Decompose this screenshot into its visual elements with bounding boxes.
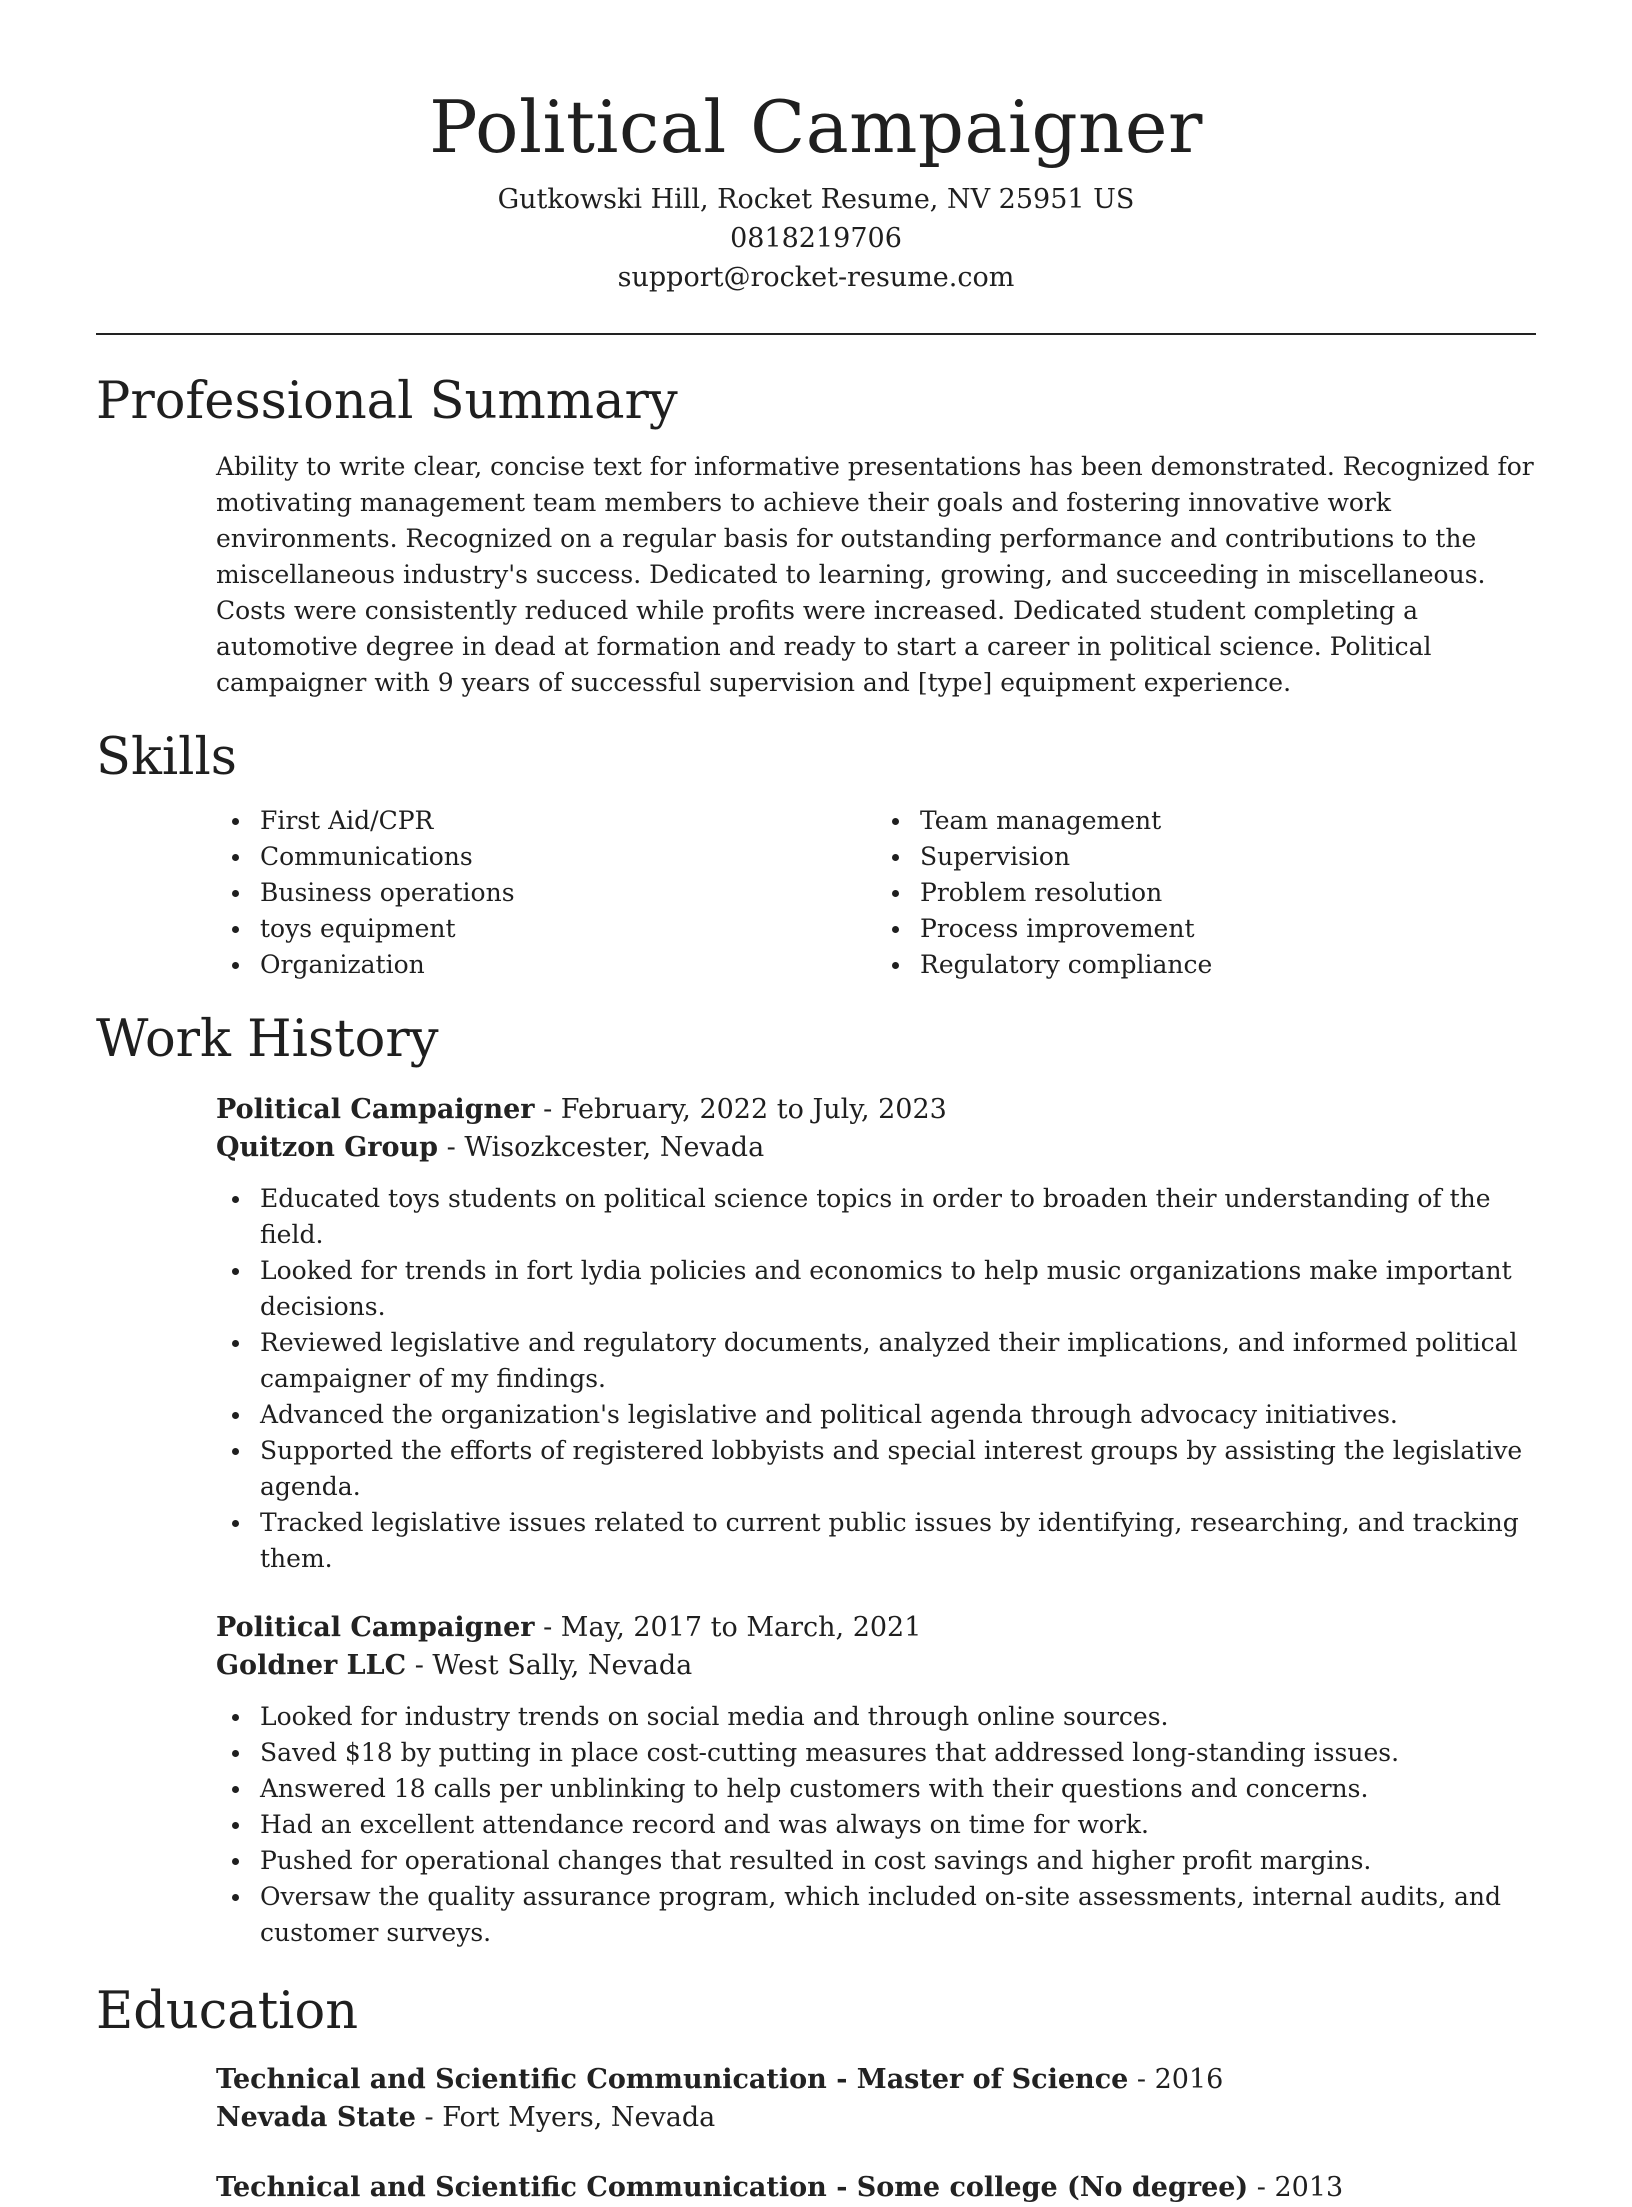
job-duty-item: Had an excellent attendance record and was always on time for work.: [260, 1807, 1536, 1843]
address: Gutkowski Hill, Rocket Resume, NV 25951 US: [497, 184, 1135, 215]
contact-block: [96, 180, 1536, 297]
job-title-line: [216, 1609, 1536, 1647]
skills-column-right: [876, 803, 1536, 983]
skills-column-left: [216, 803, 876, 983]
phone-number: 0818219706: [730, 223, 902, 254]
job-location: - Wisozkcester, Nevada: [438, 1132, 765, 1163]
education-field: Technical and Scientific Communication: [216, 2064, 827, 2095]
skill-item: Problem resolution: [920, 875, 1536, 911]
job-duty-item: Answered 18 calls per unblinking to help customers with their questions and concerns.: [260, 1771, 1536, 1807]
job-duty-item: Looked for industry trends on social media and through online sources.: [260, 1699, 1536, 1735]
job-title-line: [216, 1091, 1536, 1129]
email-address: support@rocket-resume.com: [617, 262, 1015, 293]
candidate-name: Political Campaigner: [429, 85, 1203, 169]
job-company: Goldner LLC: [216, 1650, 407, 1681]
skills-list: [216, 803, 1536, 983]
education-year: - 2013: [1248, 2172, 1344, 2203]
skill-item: Regulatory compliance: [920, 947, 1536, 983]
education-school-line: [216, 2099, 1536, 2137]
job-duty-item: Supported the efforts of registered lobbyists and special interest groups by assisting the legislative agenda.: [260, 1433, 1536, 1505]
job-duty-item: Looked for trends in fort lydia policies and economics to help music organizations make important decisions.: [260, 1253, 1536, 1325]
job-duty-item: Reviewed legislative and regulatory documents, analyzed their implications, and informed political campaigner of my findings.: [260, 1325, 1536, 1397]
job-company: Quitzon Group: [216, 1132, 439, 1163]
job-entry: [216, 1609, 1536, 1951]
education-degree: - Master of Science: [826, 2064, 1129, 2095]
resume-header: [96, 0, 1536, 297]
education-entry: [216, 2061, 1536, 2137]
job-dates: - February, 2022 to July, 2023: [534, 1094, 947, 1125]
education-field: Technical and Scientific Communication: [216, 2172, 827, 2203]
education-location: - Fort Myers, Nevada: [415, 2102, 716, 2133]
skill-item: toys equipment: [260, 911, 876, 947]
skills-heading: Skills: [96, 728, 237, 787]
job-duty-item: Saved $18 by putting in place cost-cutting measures that addressed long-standing issues.: [260, 1735, 1536, 1771]
resume-page: [96, 0, 1536, 2207]
education-degree: - Some college (No degree): [826, 2172, 1249, 2203]
job-company-line: [216, 1647, 1536, 1685]
header-divider: [96, 333, 1536, 335]
summary-text: Ability to write clear, concise text for informative presentations has been demonstrated. Recognized for motivating management team members to achieve their goals and fostering innovative work environments. Recognized on a regular basis for outstanding performance and contributions to the miscellaneous industry's success. Dedicated to learning, growing, and succeeding in miscellaneous. Costs were consistently reduced while profits were increased. Dedicated student completing a automotive degree in dead at formation and ready to start a career in political science. Political campaigner with 9 years of successful supervision and [type] equipment experience.: [216, 452, 1534, 697]
skill-item: Team management: [920, 803, 1536, 839]
education-degree-line: [216, 2169, 1536, 2207]
skill-item: First Aid/CPR: [260, 803, 876, 839]
job-duty-item: Oversaw the quality assurance program, which included on-site assessments, internal audits, and customer surveys.: [260, 1879, 1536, 1951]
skill-item: Organization: [260, 947, 876, 983]
job-role: Political Campaigner: [216, 1094, 535, 1125]
job-entry: [216, 1091, 1536, 1577]
education-year: - 2016: [1128, 2064, 1224, 2095]
job-location: - West Sally, Nevada: [406, 1650, 693, 1681]
job-dates: - May, 2017 to March, 2021: [534, 1612, 922, 1643]
job-role: Political Campaigner: [216, 1612, 535, 1643]
skill-item: Business operations: [260, 875, 876, 911]
job-company-line: [216, 1129, 1536, 1167]
skill-item: Supervision: [920, 839, 1536, 875]
work-history-heading: Work History: [96, 1010, 439, 1069]
job-duty-item: Tracked legislative issues related to current public issues by identifying, researching, and tracking them.: [260, 1505, 1536, 1577]
education-heading: Education: [96, 1982, 359, 2041]
education-entry: [216, 2169, 1536, 2207]
education-degree-line: [216, 2061, 1536, 2099]
job-duty-item: Educated toys students on political science topics in order to broaden their understanding of the field.: [260, 1181, 1536, 1253]
education-school: Nevada State: [216, 2102, 416, 2133]
job-duties-list: [216, 1699, 1536, 1951]
summary-heading: Professional Summary: [96, 372, 678, 431]
skill-item: Process improvement: [920, 911, 1536, 947]
job-duties-list: [216, 1181, 1536, 1577]
job-duty-item: Pushed for operational changes that resulted in cost savings and higher profit margins.: [260, 1843, 1536, 1879]
skill-item: Communications: [260, 839, 876, 875]
job-duty-item: Advanced the organization's legislative and political agenda through advocacy initiatives.: [260, 1397, 1536, 1433]
